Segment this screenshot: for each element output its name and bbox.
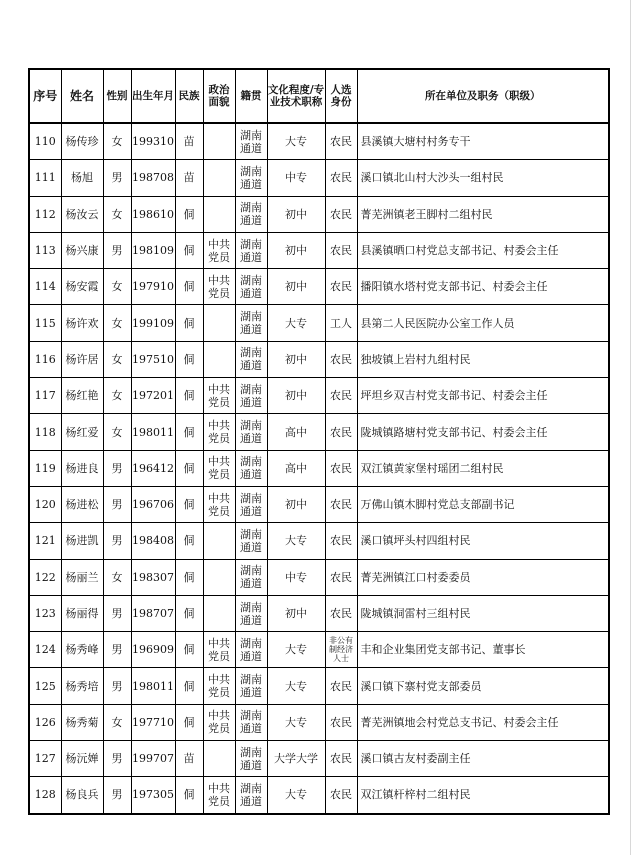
name-cell: 杨红艳: [61, 378, 103, 414]
seq-cell: 110: [29, 123, 61, 160]
gender-cell: 男: [103, 486, 131, 522]
native-cell: 湖南通道: [235, 160, 267, 196]
birth-cell: 196909: [131, 632, 175, 668]
gender-cell: 女: [103, 196, 131, 232]
seq-cell: 127: [29, 741, 61, 777]
name-cell: 杨进良: [61, 450, 103, 486]
native-cell: 湖南通道: [235, 269, 267, 305]
birth-cell: 199310: [131, 123, 175, 160]
name-cell: 杨进凯: [61, 523, 103, 559]
identity-cell: 农民: [325, 559, 357, 595]
native-cell: 湖南通道: [235, 741, 267, 777]
political-cell: [203, 196, 235, 232]
political-cell: [203, 305, 235, 341]
seq-cell: 125: [29, 668, 61, 704]
birth-cell: 196706: [131, 486, 175, 522]
unit-cell: 溪口镇下寨村党支部委员: [357, 668, 609, 704]
seq-cell: 114: [29, 269, 61, 305]
identity-cell: 农民: [325, 741, 357, 777]
table-row: [29, 523, 609, 559]
name-cell: 杨汝云: [61, 196, 103, 232]
header-seq: 序号: [29, 69, 61, 123]
identity-cell: 农民: [325, 160, 357, 196]
gender-cell: 女: [103, 123, 131, 160]
seq-cell: 126: [29, 704, 61, 740]
birth-cell: 197510: [131, 341, 175, 377]
table-row: [29, 341, 609, 377]
name-cell: 杨许欢: [61, 305, 103, 341]
native-cell: 湖南通道: [235, 378, 267, 414]
unit-cell: 溪口镇坪头村四组村民: [357, 523, 609, 559]
seq-cell: 123: [29, 595, 61, 631]
gender-cell: 女: [103, 414, 131, 450]
education-cell: 大专: [267, 123, 325, 160]
table-row: [29, 559, 609, 595]
education-cell: 大学大学: [267, 741, 325, 777]
table-row: [29, 595, 609, 631]
political-cell: 中共党员: [203, 777, 235, 814]
ethnicity-cell: 侗: [175, 305, 203, 341]
native-cell: 湖南通道: [235, 668, 267, 704]
education-cell: 初中: [267, 341, 325, 377]
education-cell: 大专: [267, 668, 325, 704]
header-ethnicity: 民族: [175, 69, 203, 123]
ethnicity-cell: 侗: [175, 378, 203, 414]
unit-cell: 双江镇杆梓村二组村民: [357, 777, 609, 814]
ethnicity-cell: 苗: [175, 123, 203, 160]
political-cell: 中共党员: [203, 450, 235, 486]
name-cell: 杨秀峰: [61, 632, 103, 668]
seq-cell: 116: [29, 341, 61, 377]
gender-cell: 男: [103, 777, 131, 814]
gender-cell: 男: [103, 160, 131, 196]
ethnicity-cell: 侗: [175, 523, 203, 559]
header-gender: 性别: [103, 69, 131, 123]
native-cell: 湖南通道: [235, 704, 267, 740]
ethnicity-cell: 侗: [175, 777, 203, 814]
political-cell: 中共党员: [203, 632, 235, 668]
name-cell: 杨秀培: [61, 668, 103, 704]
political-cell: 中共党员: [203, 378, 235, 414]
seq-cell: 112: [29, 196, 61, 232]
identity-cell: 农民: [325, 777, 357, 814]
education-cell: 初中: [267, 378, 325, 414]
seq-cell: 128: [29, 777, 61, 814]
education-cell: 高中: [267, 414, 325, 450]
birth-cell: 198011: [131, 414, 175, 450]
political-cell: 中共党员: [203, 414, 235, 450]
identity-cell: 工人: [325, 305, 357, 341]
identity-cell: 农民: [325, 450, 357, 486]
unit-cell: 丰和企业集团党支部书记、董事长: [357, 632, 609, 668]
education-cell: 初中: [267, 486, 325, 522]
birth-cell: 199707: [131, 741, 175, 777]
birth-cell: 198011: [131, 668, 175, 704]
education-cell: 大专: [267, 704, 325, 740]
birth-cell: 197710: [131, 704, 175, 740]
gender-cell: 男: [103, 668, 131, 704]
native-cell: 湖南通道: [235, 486, 267, 522]
native-cell: 湖南通道: [235, 232, 267, 268]
table-row: [29, 668, 609, 704]
native-cell: 湖南通道: [235, 196, 267, 232]
unit-cell: 溪口镇古友村委副主任: [357, 741, 609, 777]
candidate-table: [28, 68, 610, 815]
native-cell: 湖南通道: [235, 450, 267, 486]
header-education: 文化程度/专业技术职称: [267, 69, 325, 123]
education-cell: 初中: [267, 232, 325, 268]
unit-cell: 双江镇黄家堡村瑶团二组村民: [357, 450, 609, 486]
identity-cell: 农民: [325, 704, 357, 740]
identity-cell: 农民: [325, 232, 357, 268]
table-row: [29, 632, 609, 668]
identity-cell: 农民: [325, 123, 357, 160]
gender-cell: 男: [103, 450, 131, 486]
identity-cell: 非公有制经济人士: [325, 632, 357, 668]
seq-cell: 119: [29, 450, 61, 486]
identity-cell: 农民: [325, 668, 357, 704]
name-cell: 杨旭: [61, 160, 103, 196]
name-cell: 杨沅婵: [61, 741, 103, 777]
table-row: [29, 414, 609, 450]
native-cell: 湖南通道: [235, 305, 267, 341]
name-cell: 杨丽得: [61, 595, 103, 631]
table-row: [29, 777, 609, 814]
ethnicity-cell: 侗: [175, 232, 203, 268]
birth-cell: 198707: [131, 595, 175, 631]
native-cell: 湖南通道: [235, 123, 267, 160]
political-cell: [203, 523, 235, 559]
table-row: [29, 232, 609, 268]
education-cell: 初中: [267, 595, 325, 631]
political-cell: [203, 160, 235, 196]
gender-cell: 女: [103, 704, 131, 740]
table-row: [29, 269, 609, 305]
political-cell: 中共党员: [203, 668, 235, 704]
gender-cell: 男: [103, 595, 131, 631]
unit-cell: 独坡镇上岩村九组村民: [357, 341, 609, 377]
seq-cell: 124: [29, 632, 61, 668]
education-cell: 中专: [267, 160, 325, 196]
seq-cell: 120: [29, 486, 61, 522]
identity-cell: 农民: [325, 196, 357, 232]
seq-cell: 118: [29, 414, 61, 450]
native-cell: 湖南通道: [235, 523, 267, 559]
ethnicity-cell: 苗: [175, 741, 203, 777]
gender-cell: 女: [103, 305, 131, 341]
table-row: [29, 378, 609, 414]
identity-cell: 农民: [325, 341, 357, 377]
ethnicity-cell: 侗: [175, 704, 203, 740]
header-unit: 所在单位及职务（职级）: [357, 69, 609, 123]
education-cell: 大专: [267, 632, 325, 668]
political-cell: 中共党员: [203, 486, 235, 522]
name-cell: 杨兴康: [61, 232, 103, 268]
name-cell: 杨进松: [61, 486, 103, 522]
gender-cell: 女: [103, 559, 131, 595]
identity-cell: 农民: [325, 269, 357, 305]
education-cell: 初中: [267, 196, 325, 232]
unit-cell: 菁芜洲镇地会村党总支书记、村委会主任: [357, 704, 609, 740]
header-name: 姓名: [61, 69, 103, 123]
birth-cell: 197910: [131, 269, 175, 305]
ethnicity-cell: 侗: [175, 632, 203, 668]
name-cell: 杨秀菊: [61, 704, 103, 740]
table-row: [29, 704, 609, 740]
table-row: [29, 450, 609, 486]
ethnicity-cell: 侗: [175, 414, 203, 450]
political-cell: [203, 741, 235, 777]
birth-cell: 197201: [131, 378, 175, 414]
header-identity: 人选身份: [325, 69, 357, 123]
header-birth: 出生年月: [131, 69, 175, 123]
education-cell: 中专: [267, 559, 325, 595]
ethnicity-cell: 侗: [175, 196, 203, 232]
table-body: [29, 123, 609, 814]
birth-cell: 199109: [131, 305, 175, 341]
gender-cell: 男: [103, 632, 131, 668]
unit-cell: 菁芜洲镇老王脚村二组村民: [357, 196, 609, 232]
header-native: 籍贯: [235, 69, 267, 123]
seq-cell: 121: [29, 523, 61, 559]
native-cell: 湖南通道: [235, 341, 267, 377]
political-cell: 中共党员: [203, 704, 235, 740]
political-cell: [203, 341, 235, 377]
native-cell: 湖南通道: [235, 595, 267, 631]
political-cell: [203, 123, 235, 160]
name-cell: 杨许居: [61, 341, 103, 377]
native-cell: 湖南通道: [235, 559, 267, 595]
ethnicity-cell: 侗: [175, 668, 203, 704]
unit-cell: 陇城镇洞雷村三组村民: [357, 595, 609, 631]
birth-cell: 197305: [131, 777, 175, 814]
table-row: [29, 123, 609, 160]
seq-cell: 111: [29, 160, 61, 196]
education-cell: 大专: [267, 523, 325, 559]
unit-cell: 溪口镇北山村大沙头一组村民: [357, 160, 609, 196]
seq-cell: 113: [29, 232, 61, 268]
ethnicity-cell: 侗: [175, 269, 203, 305]
ethnicity-cell: 侗: [175, 341, 203, 377]
native-cell: 湖南通道: [235, 632, 267, 668]
ethnicity-cell: 苗: [175, 160, 203, 196]
gender-cell: 女: [103, 341, 131, 377]
table-row: [29, 196, 609, 232]
name-cell: 杨安霞: [61, 269, 103, 305]
gender-cell: 男: [103, 523, 131, 559]
unit-cell: 县溪镇大塘村村务专干: [357, 123, 609, 160]
gender-cell: 男: [103, 232, 131, 268]
political-cell: 中共党员: [203, 232, 235, 268]
political-cell: [203, 595, 235, 631]
birth-cell: 196412: [131, 450, 175, 486]
birth-cell: 198307: [131, 559, 175, 595]
identity-cell: 农民: [325, 378, 357, 414]
unit-cell: 坪坦乡双吉村党支部书记、村委会主任: [357, 378, 609, 414]
table-row: [29, 160, 609, 196]
education-cell: 大专: [267, 305, 325, 341]
identity-cell: 农民: [325, 486, 357, 522]
political-cell: 中共党员: [203, 269, 235, 305]
unit-cell: 万佛山镇木脚村党总支部副书记: [357, 486, 609, 522]
ethnicity-cell: 侗: [175, 595, 203, 631]
unit-cell: 县第二人民医院办公室工作人员: [357, 305, 609, 341]
seq-cell: 115: [29, 305, 61, 341]
identity-cell: 农民: [325, 595, 357, 631]
education-cell: 高中: [267, 450, 325, 486]
seq-cell: 117: [29, 378, 61, 414]
header-row: [29, 69, 609, 123]
table-row: [29, 741, 609, 777]
table-row: [29, 305, 609, 341]
political-cell: [203, 559, 235, 595]
gender-cell: 男: [103, 741, 131, 777]
unit-cell: 菁芜洲镇江口村委委员: [357, 559, 609, 595]
table-row: [29, 486, 609, 522]
name-cell: 杨红爱: [61, 414, 103, 450]
identity-cell: 农民: [325, 414, 357, 450]
ethnicity-cell: 侗: [175, 450, 203, 486]
name-cell: 杨传珍: [61, 123, 103, 160]
education-cell: 大专: [267, 777, 325, 814]
birth-cell: 198708: [131, 160, 175, 196]
birth-cell: 198610: [131, 196, 175, 232]
name-cell: 杨丽兰: [61, 559, 103, 595]
unit-cell: 播阳镇水塔村党支部书记、村委会主任: [357, 269, 609, 305]
unit-cell: 县溪镇晒口村党总支部书记、村委会主任: [357, 232, 609, 268]
birth-cell: 198109: [131, 232, 175, 268]
unit-cell: 陇城镇路塘村党支部书记、村委会主任: [357, 414, 609, 450]
gender-cell: 女: [103, 269, 131, 305]
native-cell: 湖南通道: [235, 414, 267, 450]
birth-cell: 198408: [131, 523, 175, 559]
identity-cell: 农民: [325, 523, 357, 559]
gender-cell: 女: [103, 378, 131, 414]
seq-cell: 122: [29, 559, 61, 595]
education-cell: 初中: [267, 269, 325, 305]
header-political: 政治面貌: [203, 69, 235, 123]
ethnicity-cell: 侗: [175, 559, 203, 595]
native-cell: 湖南通道: [235, 777, 267, 814]
name-cell: 杨良兵: [61, 777, 103, 814]
ethnicity-cell: 侗: [175, 486, 203, 522]
